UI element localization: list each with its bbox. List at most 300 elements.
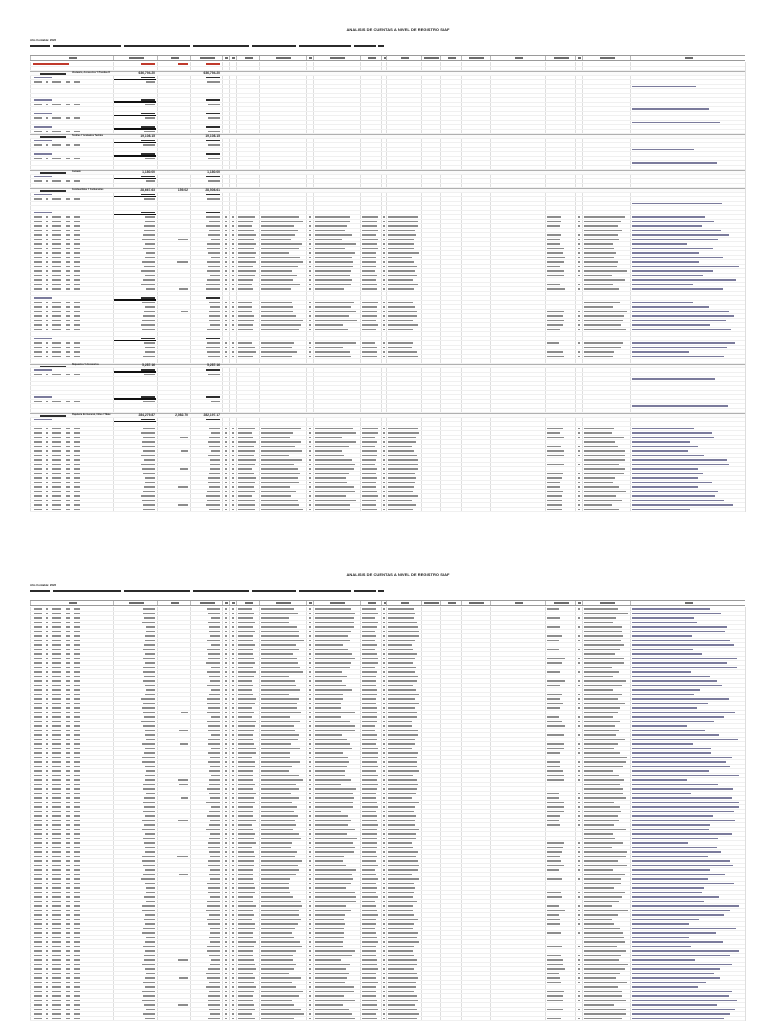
illegible-text — [232, 356, 234, 358]
illegible-text — [383, 216, 385, 218]
illegible-text — [178, 486, 188, 488]
illegible-text — [547, 707, 560, 709]
illegible-text — [388, 703, 419, 705]
illegible-text — [632, 982, 706, 984]
illegible-text — [66, 689, 70, 691]
illegible-text — [362, 311, 377, 313]
illegible-text — [207, 248, 220, 250]
illegible-text — [584, 977, 616, 979]
illegible-text — [142, 964, 155, 966]
illegible-text — [362, 964, 377, 966]
illegible-text — [46, 995, 48, 997]
illegible-text — [143, 356, 155, 358]
illegible-text — [52, 932, 61, 934]
illegible-text — [383, 685, 385, 687]
illegible-text — [632, 509, 690, 511]
illegible-text — [261, 459, 302, 461]
illegible-text — [142, 761, 155, 763]
illegible-text — [34, 221, 42, 223]
illegible-text — [46, 892, 48, 894]
illegible-text — [232, 468, 234, 470]
illegible-text — [383, 347, 385, 349]
illegible-text — [578, 707, 580, 709]
illegible-text — [225, 946, 227, 948]
illegible-text — [276, 57, 291, 59]
illegible-text — [74, 311, 80, 313]
illegible-text — [584, 887, 614, 889]
illegible-text — [46, 356, 48, 358]
illegible-text — [578, 824, 580, 826]
illegible-text — [685, 57, 693, 59]
illegible-text — [209, 509, 220, 511]
illegible-text — [309, 234, 311, 236]
illegible-text — [238, 468, 252, 470]
illegible-text — [144, 896, 155, 898]
illegible-text — [34, 689, 42, 691]
illegible-text — [632, 491, 718, 493]
illegible-text — [34, 662, 42, 664]
illegible-text — [66, 775, 70, 777]
illegible-text — [66, 991, 70, 993]
illegible-text — [547, 896, 562, 898]
illegible-text — [52, 905, 61, 907]
illegible-text — [584, 473, 624, 475]
illegible-text — [66, 676, 70, 678]
illegible-text — [74, 680, 80, 682]
illegible-text — [179, 977, 188, 979]
illegible-text — [362, 635, 376, 637]
illegible-text — [315, 1018, 355, 1020]
illegible-text — [46, 698, 48, 700]
illegible-text — [362, 306, 377, 308]
illegible-text — [145, 923, 155, 925]
illegible-text — [238, 914, 254, 916]
illegible-text — [388, 901, 417, 903]
illegible-text — [52, 455, 61, 457]
illegible-text — [261, 1018, 294, 1020]
illegible-text — [388, 941, 419, 943]
illegible-text — [388, 892, 414, 894]
illegible-text — [52, 667, 61, 669]
illegible-text — [66, 500, 70, 502]
illegible-text — [315, 482, 347, 484]
illegible-text — [388, 680, 417, 682]
illegible-text — [383, 455, 385, 457]
illegible-text — [578, 662, 580, 664]
illegible-text — [144, 459, 155, 461]
illegible-text — [261, 946, 302, 948]
illegible-text — [383, 428, 385, 430]
illegible-text — [315, 977, 347, 979]
illegible-text — [383, 342, 385, 344]
illegible-text — [46, 266, 48, 268]
illegible-text — [211, 667, 220, 669]
illegible-text — [632, 941, 723, 943]
illegible-text — [238, 923, 255, 925]
illegible-text — [547, 955, 561, 957]
illegible-text — [66, 662, 70, 664]
illegible-text — [309, 1013, 311, 1015]
illegible-text — [547, 982, 561, 984]
illegible-text — [632, 450, 688, 452]
illegible-text — [315, 833, 347, 835]
illegible-text — [632, 649, 693, 651]
illegible-text — [383, 239, 385, 241]
illegible-text — [315, 721, 350, 723]
illegible-text — [141, 270, 155, 272]
illegible-text — [584, 685, 622, 687]
illegible-text — [66, 437, 70, 439]
illegible-text — [632, 482, 712, 484]
illegible-text — [383, 275, 385, 277]
illegible-text — [362, 689, 377, 691]
illegible-text — [632, 324, 710, 326]
illegible-text — [210, 856, 220, 858]
illegible-text — [261, 941, 300, 943]
illegible-text — [578, 959, 580, 961]
illegible-text — [206, 338, 220, 340]
illegible-text — [225, 779, 227, 781]
illegible-text — [547, 968, 565, 970]
illegible-text — [383, 306, 385, 308]
illegible-text — [66, 473, 70, 475]
illegible-text — [388, 432, 419, 434]
illegible-text — [74, 401, 80, 403]
illegible-text — [388, 878, 419, 880]
illegible-text — [66, 766, 70, 768]
illegible-text — [34, 649, 42, 651]
illegible-text — [34, 838, 42, 840]
illegible-text — [210, 896, 220, 898]
illegible-text — [261, 716, 290, 718]
illegible-text — [632, 730, 705, 732]
illegible-text — [46, 459, 48, 461]
illegible-text — [632, 275, 703, 277]
illegible-text — [362, 887, 377, 889]
illegible-text — [46, 324, 48, 326]
illegible-text — [232, 473, 234, 475]
illegible-text — [225, 342, 227, 344]
illegible-text — [225, 270, 227, 272]
illegible-text — [66, 320, 70, 322]
illegible-text — [238, 838, 254, 840]
illegible-text — [52, 613, 61, 615]
illegible-text — [315, 991, 354, 993]
illegible-text — [225, 252, 227, 254]
illegible-text — [66, 703, 70, 705]
illegible-text — [383, 811, 385, 813]
illegible-text — [46, 631, 48, 633]
illegible-text — [261, 811, 294, 813]
illegible-text — [632, 986, 698, 988]
illegible-text — [145, 243, 155, 245]
illegible-text — [34, 766, 42, 768]
illegible-text — [46, 689, 48, 691]
illegible-text — [238, 860, 254, 862]
illegible-text — [208, 622, 220, 624]
illegible-text — [315, 847, 355, 849]
illegible-text — [309, 824, 311, 826]
illegible-text — [238, 261, 256, 263]
illegible-text — [388, 991, 414, 993]
illegible-text — [74, 468, 80, 470]
illegible-text — [362, 450, 377, 452]
illegible-text — [261, 491, 296, 493]
illegible-text — [232, 234, 234, 236]
illegible-text — [261, 712, 301, 714]
illegible-text — [261, 261, 303, 263]
illegible-text — [584, 504, 612, 506]
illegible-text — [52, 734, 61, 736]
illegible-text — [383, 613, 385, 615]
illegible-text — [225, 635, 227, 637]
illegible-text — [178, 779, 188, 781]
illegible-text — [74, 653, 80, 655]
illegible-text — [547, 491, 563, 493]
illegible-text — [383, 356, 385, 358]
illegible-text — [578, 482, 580, 484]
illegible-text — [34, 234, 42, 236]
illegible-text — [209, 437, 220, 439]
illegible-text — [232, 221, 234, 223]
illegible-text — [388, 306, 415, 308]
illegible-text — [74, 977, 80, 979]
illegible-text — [362, 824, 378, 826]
illegible-text — [388, 950, 413, 952]
illegible-text — [52, 104, 61, 106]
illegible-text — [232, 270, 234, 272]
illegible-text — [238, 703, 255, 705]
illegible-text — [315, 955, 352, 957]
illegible-text — [144, 198, 155, 200]
illegible-text — [232, 649, 234, 651]
illegible-text — [584, 302, 620, 304]
illegible-text — [362, 473, 376, 475]
illegible-text — [66, 631, 70, 633]
illegible-text — [34, 824, 42, 826]
illegible-text — [232, 602, 235, 604]
illegible-text — [52, 432, 61, 434]
illegible-text — [362, 662, 378, 664]
illegible-text — [209, 446, 220, 448]
illegible-text — [52, 901, 61, 903]
illegible-text — [388, 257, 412, 259]
illegible-text — [52, 1013, 61, 1015]
illegible-text — [206, 212, 220, 214]
illegible-text — [74, 509, 80, 511]
illegible-text — [632, 320, 726, 322]
illegible-text — [632, 892, 702, 894]
illegible-text — [315, 626, 354, 628]
illegible-text — [34, 770, 42, 772]
illegible-text — [74, 617, 80, 619]
illegible-text — [388, 640, 415, 642]
illegible-text — [52, 329, 61, 331]
illegible-text — [383, 779, 385, 781]
illegible-text — [46, 914, 48, 916]
illegible-text — [578, 509, 580, 511]
illegible-text — [52, 950, 61, 952]
illegible-text — [207, 270, 220, 272]
illegible-text — [315, 712, 355, 714]
illegible-text — [238, 932, 253, 934]
illegible-text — [232, 986, 234, 988]
illegible-text — [584, 703, 625, 705]
illegible-text — [74, 104, 80, 106]
illegible-text — [210, 797, 220, 799]
illegible-text — [388, 608, 414, 610]
illegible-text — [315, 739, 347, 741]
illegible-text — [179, 784, 188, 786]
illegible-text — [261, 860, 302, 862]
illegible-text — [74, 734, 80, 736]
illegible-text — [383, 257, 385, 259]
illegible-text — [52, 608, 61, 610]
illegible-text — [261, 914, 299, 916]
illegible-text — [388, 784, 418, 786]
illegible-text — [261, 243, 302, 245]
illegible-text — [145, 950, 155, 952]
illegible-text — [74, 356, 80, 358]
illegible-text — [52, 937, 61, 939]
illegible-text — [309, 820, 311, 822]
illegible-text — [208, 730, 220, 732]
illegible-text — [632, 405, 728, 407]
illegible-text — [584, 311, 627, 313]
illegible-text — [238, 324, 253, 326]
illegible-text — [315, 500, 356, 502]
illegible-text — [362, 486, 376, 488]
illegible-text — [547, 775, 564, 777]
illegible-text — [232, 914, 234, 916]
illegible-text — [261, 613, 298, 615]
illegible-text — [261, 1013, 304, 1015]
illegible-text — [388, 329, 413, 331]
illegible-text — [225, 266, 227, 268]
illegible-text — [34, 653, 42, 655]
illegible-text — [309, 973, 311, 975]
illegible-text — [632, 716, 724, 718]
illegible-text — [309, 725, 311, 727]
illegible-text — [388, 847, 413, 849]
illegible-text — [52, 234, 61, 236]
illegible-text — [584, 932, 623, 934]
illegible-text — [52, 288, 61, 290]
illegible-text — [261, 766, 292, 768]
header-cell — [545, 601, 575, 605]
illegible-text — [46, 509, 48, 511]
illegible-text — [547, 851, 562, 853]
illegible-text — [66, 284, 70, 286]
illegible-text — [46, 284, 48, 286]
illegible-text — [309, 432, 311, 434]
illegible-text — [232, 671, 234, 673]
illegible-text — [207, 500, 220, 502]
illegible-text — [309, 901, 311, 903]
illegible-text — [225, 797, 227, 799]
illegible-text — [46, 716, 48, 718]
illegible-text — [238, 464, 255, 466]
illegible-text — [632, 257, 723, 259]
illegible-text — [261, 707, 297, 709]
illegible-text — [261, 968, 294, 970]
illegible-text — [238, 617, 253, 619]
illegible-text — [238, 937, 253, 939]
illegible-text — [388, 739, 415, 741]
illegible-text — [632, 239, 718, 241]
illegible-text — [315, 504, 350, 506]
illegible-text — [34, 878, 42, 880]
illegible-text — [232, 667, 234, 669]
illegible-text — [315, 491, 355, 493]
illegible-text — [66, 941, 70, 943]
illegible-text — [232, 225, 234, 227]
illegible-text — [584, 995, 622, 997]
illegible-text — [52, 743, 61, 745]
illegible-text — [238, 230, 254, 232]
illegible-text — [584, 883, 621, 885]
illegible-text — [66, 104, 70, 106]
illegible-text — [388, 284, 418, 286]
illegible-text — [315, 743, 350, 745]
illegible-text — [388, 874, 412, 876]
illegible-text — [143, 712, 155, 714]
illegible-text — [225, 847, 227, 849]
illegible-text — [66, 910, 70, 912]
illegible-text — [46, 874, 48, 876]
illegible-text — [261, 703, 297, 705]
illegible-text — [232, 694, 234, 696]
illegible-text — [209, 874, 220, 876]
illegible-text — [261, 315, 296, 317]
illegible-text — [34, 99, 52, 101]
illegible-text — [362, 892, 376, 894]
illegible-text — [315, 883, 351, 885]
illegible-text — [309, 946, 311, 948]
illegible-text — [232, 842, 234, 844]
illegible-text — [200, 57, 215, 59]
illegible-text — [74, 464, 80, 466]
illegible-text — [584, 284, 613, 286]
illegible-text — [632, 455, 704, 457]
illegible-text — [261, 221, 303, 223]
illegible-text — [362, 851, 376, 853]
illegible-text — [388, 658, 415, 660]
illegible-text — [383, 901, 385, 903]
illegible-text — [142, 302, 155, 304]
illegible-text — [362, 788, 377, 790]
illegible-text — [142, 743, 155, 745]
illegible-text — [315, 973, 349, 975]
illegible-text — [584, 662, 624, 664]
illegible-text — [181, 797, 188, 799]
illegible-text — [315, 464, 355, 466]
illegible-text — [225, 320, 227, 322]
illegible-text — [232, 847, 234, 849]
illegible-text — [144, 806, 155, 808]
illegible-text — [584, 351, 614, 353]
illegible-text — [584, 761, 626, 763]
illegible-text — [66, 685, 70, 687]
illegible-text — [232, 432, 234, 434]
illegible-text — [34, 306, 42, 308]
illegible-text — [238, 347, 255, 349]
illegible-text — [309, 775, 311, 777]
illegible-text — [66, 180, 70, 182]
illegible-text — [238, 635, 253, 637]
illegible-text — [388, 243, 414, 245]
illegible-text — [225, 279, 227, 281]
